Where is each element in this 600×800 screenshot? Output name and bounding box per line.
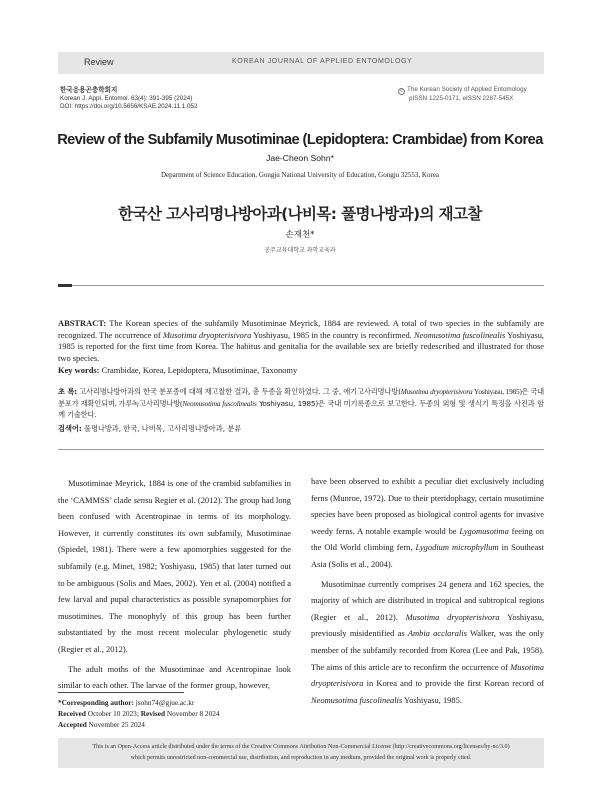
body-text: in Southeast Asia (Solis et al., 2004). [311,542,544,569]
section-rule-accent [58,284,72,287]
license-text [58,742,544,764]
body-text: Yoshiyasu, 1985. [402,694,462,705]
footnotes [58,697,220,730]
abstract-english [58,318,544,364]
affiliation-korean: 공주교육대학교 과학교육과 [264,247,336,254]
received-date: October 10 2023; [85,709,141,718]
body-text: feeing on the Old World climbing fern, [311,525,544,553]
body-paragraph [311,576,544,709]
body-text: Walker, was the only member of the subfamily recorded from Korea (Lee and Pak, 1958). The aims of this article are to reconfirm the occurrence of [311,628,544,672]
species-name: Musotima dryopterisivora [400,387,473,396]
abstract-text: The Korean species of the subfamily Musotiminae Meyrick, 1884 are reviewed. A total of two species in the subfamily are recognized. The occurrence of [58,318,544,340]
author-korean: 손재천* [285,230,315,240]
body-text: Musotiminae Meyrick, 1884 is one of the crambid subfamilies in the ‘CAMMSS’ clade [58,478,291,505]
abstract-korean-text: Yoshiyasu, 1985)은 국내 분포가 재확인되며, 가루녹고사리명나방( [58,387,544,408]
author-english: Jae-Cheon Sohn* [266,153,334,163]
paper-title-korean: 한국산 고사리명나방아과(나비목: 풀명나방과)의 재고찰 [118,205,482,223]
keywords-label: Key words: [58,365,100,375]
body-text: in Korea and to provide the first Korean record of [363,678,544,689]
species-name: Musotima dryopterisivora [162,329,252,340]
revised-date: November 8 2024 [165,709,220,718]
abstract-korean-text: Yoshiyasu, 1985)은 국내 미기록종으로 보고한다. 두종의 외형 및 생식기 특징을 사진과 함께 기술한다. [58,398,544,420]
paper-title-english: Review of the Subfamily Musotiminae (Lepidoptera: Crambidae) from Korea [57,132,543,148]
body-column-left [58,475,291,694]
keywords-korean-label: 검색어: [58,424,82,433]
corresponding-author-email[interactable]: jsohn74@gjue.ac.kr [133,698,195,707]
species-name: Musotima dryopterisivora [311,661,544,689]
journal-korean-name: 한국응용곤충학회지 [60,86,118,94]
affiliation-english: Department of Science Education, Gongju National University of Education, Gongju 32553, Korea [161,171,439,179]
issn-line: pISSN 1225-0171, eISSN 2287-545X [409,95,514,102]
species-name: Musotima dryopterisivora [405,611,500,622]
doi-link[interactable]: DOI: https://doi.org/10.5656/KSAE.2024.11.1.052 [60,103,198,110]
abstract-korean-label: 초 록: [58,387,77,396]
keywords-text: Crambidae, Korea, Lepidoptera, Musotiminae, Taxonomy [99,365,298,375]
abstract-text: Yoshiyasu, 1985 in the country is reconfirmed. [251,329,414,340]
accepted-line [58,719,220,730]
received-label: Received [58,709,86,718]
license-line-1: This is an Open-Access article distributed under the terms of the Creative Commons Attribution Non-Commercial License (http://creativecommons.org/licenses/by-nc/3.0) [92,744,510,750]
abstract-korean-text: 고사리명나방아과의 한국 분포종에 대해 재고찰한 결과, 총 두종을 확인하였다. 그 중, 애기고사리명나방( [76,387,401,396]
body-divider [58,449,544,450]
body-text: Regier et al. (2012). The group had long been confused with Acentropinae in terms of its morphology. However, it currently constitutes its own subfamily, Musotiminae (Spiedel, 1981). There were a few apomorphies suggested for the subfamily (e.g. Minet, 1982; Yoshiyasu, 1985) that later turned out to be ambiguous (Solis and Maes, 2002). Yen et al. (2004) notified a few larval and pupal characteristics as possible synapomorphies for musotimines. The monophyly of this group has been further substantiated by the most recent molecular phylogenetic study (Regier et al., 2012). [58,494,291,654]
article-type-label: Review [84,57,114,67]
keywords-korean-text: 풀명나방과, 한국, 나비목, 고사리명나방아과, 분류 [81,424,242,433]
abstract-label: ABSTRACT: [58,318,107,328]
society-name: The Korean Society of Applied Entomology [407,86,527,93]
citation-line: Korean J. Appl. Entomol. 63(4): 391-395 (2024) [60,95,193,102]
body-italic: sensu [133,494,153,505]
accepted-label: Accepted [58,720,87,729]
dates-line [58,708,220,719]
copyright-icon: c [398,88,405,95]
accepted-date: November 25 2024 [86,720,145,729]
body-text: Yoshiyasu, previously misidentified as [311,611,544,639]
revised-label: Revised [140,709,166,718]
species-name: Neomusotima fuscolinealis [311,694,403,705]
journal-banner-title: KOREAN JOURNAL OF APPLIED ENTOMOLOGY [232,58,413,65]
keywords-english [58,365,544,377]
license-line-2: which permits unrestricted non-commercial use, distribution, and reproduction in any medium, provided the original work is properly cited. [130,755,472,761]
body-paragraph: The adult moths of the Musotiminae and Acentropinae look similar to each other. The larvae of the former group, however, [58,663,291,691]
body-text: have been observed to exhibit a peculiar diet exclusively including ferns (Munroe, 1972). Due to their pteridophagy, certain musotimine species have been proposed as biological control agents for invasive weedy ferns. A notable example would be [311,476,544,536]
corresponding-author-label: *Corresponding author: [58,698,134,707]
body-paragraph [58,475,291,658]
abstract-text: Yoshiyasu, 1985 is reported for the first time from Korea. The habitus and genitalia for the available sex are briefly redescribed and illustrated for those two species. [58,329,545,363]
body-text: Musotiminae currently comprises 24 genera and 162 species, the majority of which are distributed in tropical and subtropical regions (Regier et al., 2012). [311,578,544,622]
corresponding-author-line [58,697,220,708]
species-name: Lygodium microphyllum [415,542,499,553]
body-paragraph [311,473,544,573]
species-name: Lygomusotima [459,525,509,536]
abstract-korean [58,386,544,421]
body-column-right [311,473,544,708]
footnote-rule [58,692,184,693]
society-line [398,86,527,95]
species-name: Ambia acclaralis [407,628,467,639]
section-rule [72,285,544,286]
keywords-korean [58,423,544,435]
species-name: Neomusotima fuscolinealis [182,398,257,408]
species-name: Neomusotima fuscolinealis [413,329,506,340]
